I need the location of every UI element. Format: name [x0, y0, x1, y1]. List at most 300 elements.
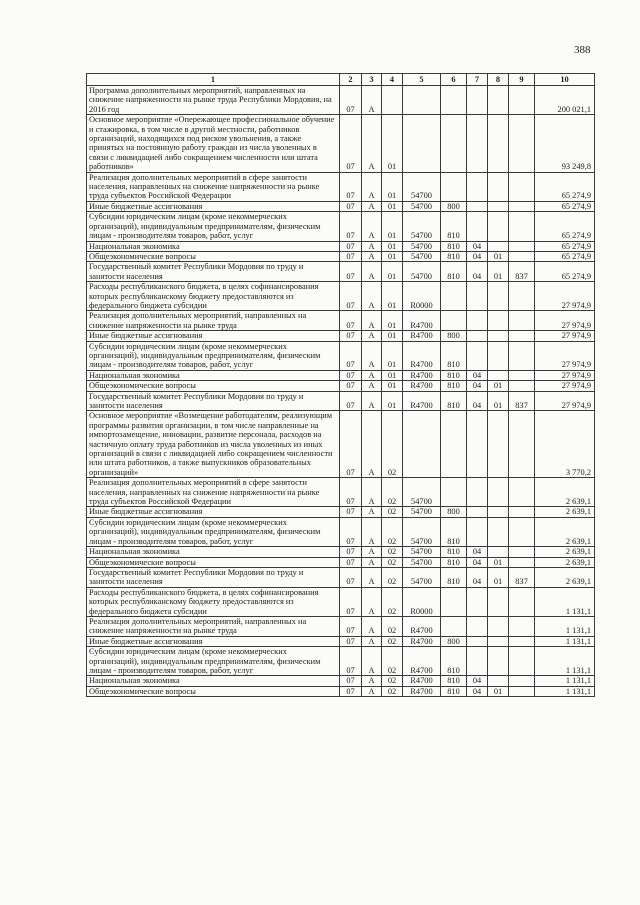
code-cell-4: 01	[382, 391, 403, 411]
code-cell-7	[467, 478, 488, 507]
amount-cell: 65 274,9	[535, 201, 595, 211]
code-cell-6: 810	[441, 370, 467, 380]
code-cell-3: А	[362, 381, 382, 391]
code-cell-2: 07	[340, 547, 362, 557]
code-cell-2: 07	[340, 241, 362, 251]
code-cell-4: 01	[382, 172, 403, 201]
code-cell-9: 837	[509, 262, 535, 282]
table-row	[87, 341, 595, 370]
code-cell-6	[441, 282, 467, 311]
expense-name-cell: Субсидии юридическим лицам (кроме некоммерческих организаций), индивидуальным предпринимателям, физическим лицам - производителям товаров, работ, услуг	[87, 212, 340, 241]
code-cell-9	[509, 341, 535, 370]
code-cell-5: R4700	[403, 647, 441, 676]
code-cell-4: 01	[382, 262, 403, 282]
code-cell-2: 07	[340, 636, 362, 646]
code-cell-8: 01	[488, 391, 509, 411]
table-row	[87, 172, 595, 201]
expense-name-cell: Иные бюджетные ассигнования	[87, 636, 340, 646]
header-cell: 6	[441, 74, 467, 86]
table-row	[87, 517, 595, 546]
code-cell-2: 07	[340, 647, 362, 676]
code-cell-7: 04	[467, 251, 488, 261]
code-cell-3: А	[362, 282, 382, 311]
code-cell-6: 810	[441, 381, 467, 391]
amount-cell: 200 021,1	[535, 86, 595, 115]
expense-name-cell: Иные бюджетные ассигнования	[87, 331, 340, 341]
code-cell-3: А	[362, 507, 382, 517]
code-cell-8	[488, 647, 509, 676]
code-cell-8	[488, 241, 509, 251]
code-cell-2: 07	[340, 478, 362, 507]
code-cell-2: 07	[340, 201, 362, 211]
code-cell-8	[488, 676, 509, 686]
amount-cell: 3 770,2	[535, 411, 595, 478]
code-cell-2: 07	[340, 517, 362, 546]
expense-name-cell: Программа дополнительных мероприятий, направленных на снижение напряженности на рынке труда Республики Мордовия, на 2016 год	[87, 86, 340, 115]
code-cell-3: А	[362, 411, 382, 478]
header-cell: 1	[87, 74, 340, 86]
table-row	[87, 391, 595, 411]
code-cell-8	[488, 547, 509, 557]
code-cell-2: 07	[340, 587, 362, 616]
table-row	[87, 647, 595, 676]
amount-cell: 65 274,9	[535, 241, 595, 251]
code-cell-4: 02	[382, 411, 403, 478]
code-cell-5: 54700	[403, 262, 441, 282]
code-cell-4: 02	[382, 517, 403, 546]
amount-cell: 1 131,1	[535, 587, 595, 616]
code-cell-7: 04	[467, 567, 488, 587]
table-row	[87, 557, 595, 567]
code-cell-6: 800	[441, 331, 467, 341]
header-cell: 7	[467, 74, 488, 86]
table-row	[87, 636, 595, 646]
code-cell-4: 02	[382, 557, 403, 567]
expense-name-cell: Государственный комитет Республики Мордовия по труду и занятости населения	[87, 262, 340, 282]
code-cell-3: А	[362, 115, 382, 172]
code-cell-4: 01	[382, 341, 403, 370]
code-cell-7: 04	[467, 370, 488, 380]
code-cell-5: R4700	[403, 391, 441, 411]
code-cell-6: 810	[441, 517, 467, 546]
expense-name-cell: Общеэкономические вопросы	[87, 557, 340, 567]
code-cell-8	[488, 172, 509, 201]
code-cell-8	[488, 517, 509, 546]
code-cell-7: 04	[467, 557, 488, 567]
header-cell: 10	[535, 74, 595, 86]
code-cell-5: R4700	[403, 676, 441, 686]
code-cell-3: А	[362, 567, 382, 587]
code-cell-9	[509, 172, 535, 201]
header-cell: 8	[488, 74, 509, 86]
code-cell-5: R4700	[403, 381, 441, 391]
code-cell-8	[488, 587, 509, 616]
code-cell-4: 01	[382, 115, 403, 172]
table-row	[87, 676, 595, 686]
expense-name-cell: Национальная экономика	[87, 547, 340, 557]
code-cell-5: 54700	[403, 557, 441, 567]
amount-cell: 65 274,9	[535, 251, 595, 261]
expense-name-cell: Расходы республиканского бюджета, в целях софинансирования которых республиканскому бюджету предоставляются из федерального бюджета субсидии	[87, 282, 340, 311]
expense-name-cell: Реализация дополнительных мероприятий, направленных на снижение напряженности на рынке труда	[87, 311, 340, 331]
code-cell-3: А	[362, 647, 382, 676]
code-cell-7	[467, 282, 488, 311]
table-header-row	[87, 74, 595, 86]
code-cell-7	[467, 636, 488, 646]
code-cell-3: А	[362, 478, 382, 507]
code-cell-9: 837	[509, 567, 535, 587]
amount-cell: 93 249,8	[535, 115, 595, 172]
code-cell-8: 01	[488, 686, 509, 696]
budget-table	[86, 73, 595, 697]
code-cell-4: 01	[382, 241, 403, 251]
expense-name-cell: Иные бюджетные ассигнования	[87, 507, 340, 517]
code-cell-2: 07	[340, 411, 362, 478]
amount-cell: 2 639,1	[535, 517, 595, 546]
amount-cell: 65 274,9	[535, 212, 595, 241]
amount-cell: 1 131,1	[535, 636, 595, 646]
code-cell-9	[509, 201, 535, 211]
code-cell-8: 01	[488, 381, 509, 391]
code-cell-2: 07	[340, 115, 362, 172]
code-cell-7	[467, 331, 488, 341]
amount-cell: 1 131,1	[535, 676, 595, 686]
code-cell-6: 810	[441, 341, 467, 370]
amount-cell: 1 131,1	[535, 686, 595, 696]
code-cell-3: А	[362, 241, 382, 251]
code-cell-9	[509, 547, 535, 557]
code-cell-9	[509, 517, 535, 546]
code-cell-9	[509, 636, 535, 646]
expense-name-cell: Государственный комитет Республики Мордовия по труду и занятости населения	[87, 391, 340, 411]
code-cell-7	[467, 201, 488, 211]
code-cell-4: 02	[382, 587, 403, 616]
code-cell-4: 02	[382, 478, 403, 507]
code-cell-9	[509, 686, 535, 696]
code-cell-4	[382, 86, 403, 115]
table-row	[87, 686, 595, 696]
code-cell-4: 02	[382, 686, 403, 696]
code-cell-5	[403, 411, 441, 478]
code-cell-5: 54700	[403, 517, 441, 546]
code-cell-2: 07	[340, 251, 362, 261]
code-cell-7: 04	[467, 547, 488, 557]
code-cell-3: А	[362, 557, 382, 567]
code-cell-6: 800	[441, 636, 467, 646]
code-cell-2: 07	[340, 567, 362, 587]
code-cell-3: А	[362, 616, 382, 636]
code-cell-8	[488, 331, 509, 341]
amount-cell: 27 974,9	[535, 282, 595, 311]
expense-name-cell: Национальная экономика	[87, 370, 340, 380]
table-row	[87, 331, 595, 341]
code-cell-4: 02	[382, 636, 403, 646]
code-cell-8	[488, 341, 509, 370]
code-cell-3: А	[362, 86, 382, 115]
code-cell-7: 04	[467, 241, 488, 251]
code-cell-5: 54700	[403, 212, 441, 241]
expense-name-cell: Реализация дополнительных мероприятий, направленных на снижение напряженности на рынке труда	[87, 616, 340, 636]
code-cell-4: 02	[382, 616, 403, 636]
code-cell-7: 04	[467, 676, 488, 686]
code-cell-3: А	[362, 311, 382, 331]
code-cell-8: 01	[488, 557, 509, 567]
code-cell-9	[509, 478, 535, 507]
code-cell-8	[488, 370, 509, 380]
code-cell-8	[488, 411, 509, 478]
code-cell-6: 810	[441, 547, 467, 557]
code-cell-6	[441, 86, 467, 115]
code-cell-5: 54700	[403, 251, 441, 261]
code-cell-9	[509, 616, 535, 636]
code-cell-6	[441, 478, 467, 507]
code-cell-2: 07	[340, 341, 362, 370]
expense-name-cell: Реализация дополнительных мероприятий в сфере занятости населения, направленных на снижение напряженности на рынке труда субъектов Российской Федерации	[87, 172, 340, 201]
code-cell-5: R4700	[403, 341, 441, 370]
code-cell-5: R4700	[403, 686, 441, 696]
code-cell-3: А	[362, 391, 382, 411]
code-cell-7	[467, 587, 488, 616]
expense-name-cell: Основное мероприятие «Опережающее профессиональное обучение и стажировка, в том числе в другой местности, работников организаций, находящихся под риском увольнения, а также принятых на постоянную работу граждан из числа уволенных в связи с ликвидацией либо сокращением численности или штата работников»	[87, 115, 340, 172]
code-cell-5	[403, 115, 441, 172]
code-cell-8	[488, 636, 509, 646]
code-cell-2: 07	[340, 262, 362, 282]
code-cell-4: 01	[382, 201, 403, 211]
code-cell-5: R0000	[403, 587, 441, 616]
amount-cell: 65 274,9	[535, 172, 595, 201]
table-row	[87, 507, 595, 517]
code-cell-9	[509, 507, 535, 517]
amount-cell: 65 274,9	[535, 262, 595, 282]
expense-name-cell: Субсидии юридическим лицам (кроме некоммерческих организаций), индивидуальным предпринимателям, физическим лицам - производителям товаров, работ, услуг	[87, 647, 340, 676]
code-cell-7	[467, 311, 488, 331]
code-cell-6	[441, 115, 467, 172]
code-cell-3: А	[362, 331, 382, 341]
code-cell-9	[509, 647, 535, 676]
code-cell-7: 04	[467, 262, 488, 282]
amount-cell: 2 639,1	[535, 478, 595, 507]
amount-cell: 27 974,9	[535, 341, 595, 370]
code-cell-8: 01	[488, 567, 509, 587]
code-cell-7	[467, 517, 488, 546]
code-cell-5: R4700	[403, 370, 441, 380]
code-cell-5: R0000	[403, 282, 441, 311]
code-cell-3: А	[362, 251, 382, 261]
table-row	[87, 411, 595, 478]
code-cell-7	[467, 411, 488, 478]
code-cell-6: 810	[441, 686, 467, 696]
code-cell-7: 04	[467, 391, 488, 411]
code-cell-2: 07	[340, 381, 362, 391]
code-cell-6	[441, 311, 467, 331]
code-cell-2: 07	[340, 391, 362, 411]
table-row	[87, 478, 595, 507]
code-cell-4: 02	[382, 507, 403, 517]
code-cell-9	[509, 241, 535, 251]
code-cell-2: 07	[340, 507, 362, 517]
code-cell-7	[467, 647, 488, 676]
page-number: 388	[574, 44, 591, 56]
header-cell: 9	[509, 74, 535, 86]
code-cell-2: 07	[340, 86, 362, 115]
code-cell-3: А	[362, 262, 382, 282]
code-cell-7	[467, 507, 488, 517]
code-cell-5	[403, 86, 441, 115]
code-cell-9	[509, 587, 535, 616]
code-cell-3: А	[362, 587, 382, 616]
table-row	[87, 241, 595, 251]
table-row	[87, 381, 595, 391]
code-cell-5: 54700	[403, 507, 441, 517]
code-cell-8	[488, 201, 509, 211]
table-row	[87, 547, 595, 557]
code-cell-9	[509, 676, 535, 686]
amount-cell: 2 639,1	[535, 557, 595, 567]
code-cell-4: 02	[382, 647, 403, 676]
code-cell-2: 07	[340, 212, 362, 241]
code-cell-6: 810	[441, 262, 467, 282]
code-cell-9	[509, 370, 535, 380]
code-cell-6: 800	[441, 201, 467, 211]
code-cell-8	[488, 115, 509, 172]
code-cell-3: А	[362, 341, 382, 370]
expense-name-cell: Национальная экономика	[87, 676, 340, 686]
header-cell: 2	[340, 74, 362, 86]
code-cell-9	[509, 557, 535, 567]
code-cell-2: 07	[340, 676, 362, 686]
code-cell-3: А	[362, 212, 382, 241]
expense-name-cell: Общеэкономические вопросы	[87, 251, 340, 261]
code-cell-5: R4700	[403, 311, 441, 331]
code-cell-5: 54700	[403, 241, 441, 251]
code-cell-8	[488, 282, 509, 311]
code-cell-7	[467, 212, 488, 241]
table-row	[87, 86, 595, 115]
code-cell-5: R4700	[403, 616, 441, 636]
code-cell-2: 07	[340, 172, 362, 201]
code-cell-4: 01	[382, 381, 403, 391]
code-cell-4: 01	[382, 311, 403, 331]
code-cell-8	[488, 478, 509, 507]
code-cell-5: R4700	[403, 331, 441, 341]
code-cell-7	[467, 341, 488, 370]
code-cell-8: 01	[488, 262, 509, 282]
code-cell-9	[509, 381, 535, 391]
code-cell-9	[509, 251, 535, 261]
table-row	[87, 567, 595, 587]
code-cell-8	[488, 311, 509, 331]
code-cell-6: 810	[441, 251, 467, 261]
code-cell-2: 07	[340, 311, 362, 331]
expense-name-cell: Расходы республиканского бюджета, в целях софинансирования которых республиканскому бюджету предоставляются из федерального бюджета субсидии	[87, 587, 340, 616]
code-cell-6: 810	[441, 241, 467, 251]
code-cell-9	[509, 411, 535, 478]
code-cell-7: 04	[467, 381, 488, 391]
table-row	[87, 616, 595, 636]
amount-cell: 1 131,1	[535, 616, 595, 636]
table-row	[87, 115, 595, 172]
code-cell-6: 810	[441, 557, 467, 567]
code-cell-9	[509, 282, 535, 311]
header-cell: 4	[382, 74, 403, 86]
code-cell-7	[467, 616, 488, 636]
code-cell-7: 04	[467, 686, 488, 696]
code-cell-3: А	[362, 201, 382, 211]
code-cell-6: 810	[441, 567, 467, 587]
amount-cell: 27 974,9	[535, 391, 595, 411]
amount-cell: 27 974,9	[535, 381, 595, 391]
code-cell-6: 810	[441, 676, 467, 686]
code-cell-9: 837	[509, 391, 535, 411]
expense-name-cell: Общеэкономические вопросы	[87, 686, 340, 696]
code-cell-4: 01	[382, 212, 403, 241]
expense-name-cell: Реализация дополнительных мероприятий в сфере занятости населения, направленных на снижение напряженности на рынке труда субъектов Российской Федерации	[87, 478, 340, 507]
amount-cell: 2 639,1	[535, 567, 595, 587]
code-cell-5: 54700	[403, 172, 441, 201]
code-cell-6	[441, 411, 467, 478]
code-cell-9	[509, 115, 535, 172]
code-cell-3: А	[362, 547, 382, 557]
code-cell-3: А	[362, 517, 382, 546]
amount-cell: 1 131,1	[535, 647, 595, 676]
code-cell-7	[467, 172, 488, 201]
code-cell-6	[441, 172, 467, 201]
code-cell-5: 54700	[403, 478, 441, 507]
code-cell-8	[488, 212, 509, 241]
code-cell-6: 810	[441, 212, 467, 241]
code-cell-9	[509, 331, 535, 341]
code-cell-4: 01	[382, 370, 403, 380]
expense-name-cell: Общеэкономические вопросы	[87, 381, 340, 391]
code-cell-5: 54700	[403, 201, 441, 211]
code-cell-3: А	[362, 370, 382, 380]
expense-name-cell: Основное мероприятие «Возмещение работодателям, реализующим программы развития организации, в том числе направленные на импортозамещение, инновации, развитие персонала, расходов на частичную оплату труда работников из числа уволенных из иных организаций в связи с ликвидацией либо сокращением численности или штата работников, а также выпускников образовательных организаций»	[87, 411, 340, 478]
code-cell-6: 810	[441, 647, 467, 676]
code-cell-6: 810	[441, 391, 467, 411]
code-cell-4: 01	[382, 282, 403, 311]
code-cell-2: 07	[340, 686, 362, 696]
code-cell-6	[441, 616, 467, 636]
code-cell-8	[488, 86, 509, 115]
code-cell-4: 01	[382, 331, 403, 341]
code-cell-2: 07	[340, 331, 362, 341]
amount-cell: 27 974,9	[535, 311, 595, 331]
code-cell-7	[467, 86, 488, 115]
expense-name-cell: Государственный комитет Республики Мордовия по труду и занятости населения	[87, 567, 340, 587]
code-cell-5: 54700	[403, 547, 441, 557]
table-row	[87, 587, 595, 616]
code-cell-8	[488, 507, 509, 517]
expense-name-cell: Субсидии юридическим лицам (кроме некоммерческих организаций), индивидуальным предпринимателям, физическим лицам - производителям товаров, работ, услуг	[87, 517, 340, 546]
table-row	[87, 212, 595, 241]
amount-cell: 2 639,1	[535, 507, 595, 517]
expense-name-cell: Иные бюджетные ассигнования	[87, 201, 340, 211]
table-row	[87, 262, 595, 282]
code-cell-7	[467, 115, 488, 172]
table-row	[87, 282, 595, 311]
code-cell-3: А	[362, 686, 382, 696]
table-row	[87, 311, 595, 331]
amount-cell: 27 974,9	[535, 331, 595, 341]
table-row	[87, 251, 595, 261]
table-row	[87, 370, 595, 380]
code-cell-8	[488, 616, 509, 636]
table-row	[87, 201, 595, 211]
code-cell-4: 02	[382, 676, 403, 686]
code-cell-9	[509, 212, 535, 241]
code-cell-2: 07	[340, 616, 362, 636]
code-cell-2: 07	[340, 557, 362, 567]
